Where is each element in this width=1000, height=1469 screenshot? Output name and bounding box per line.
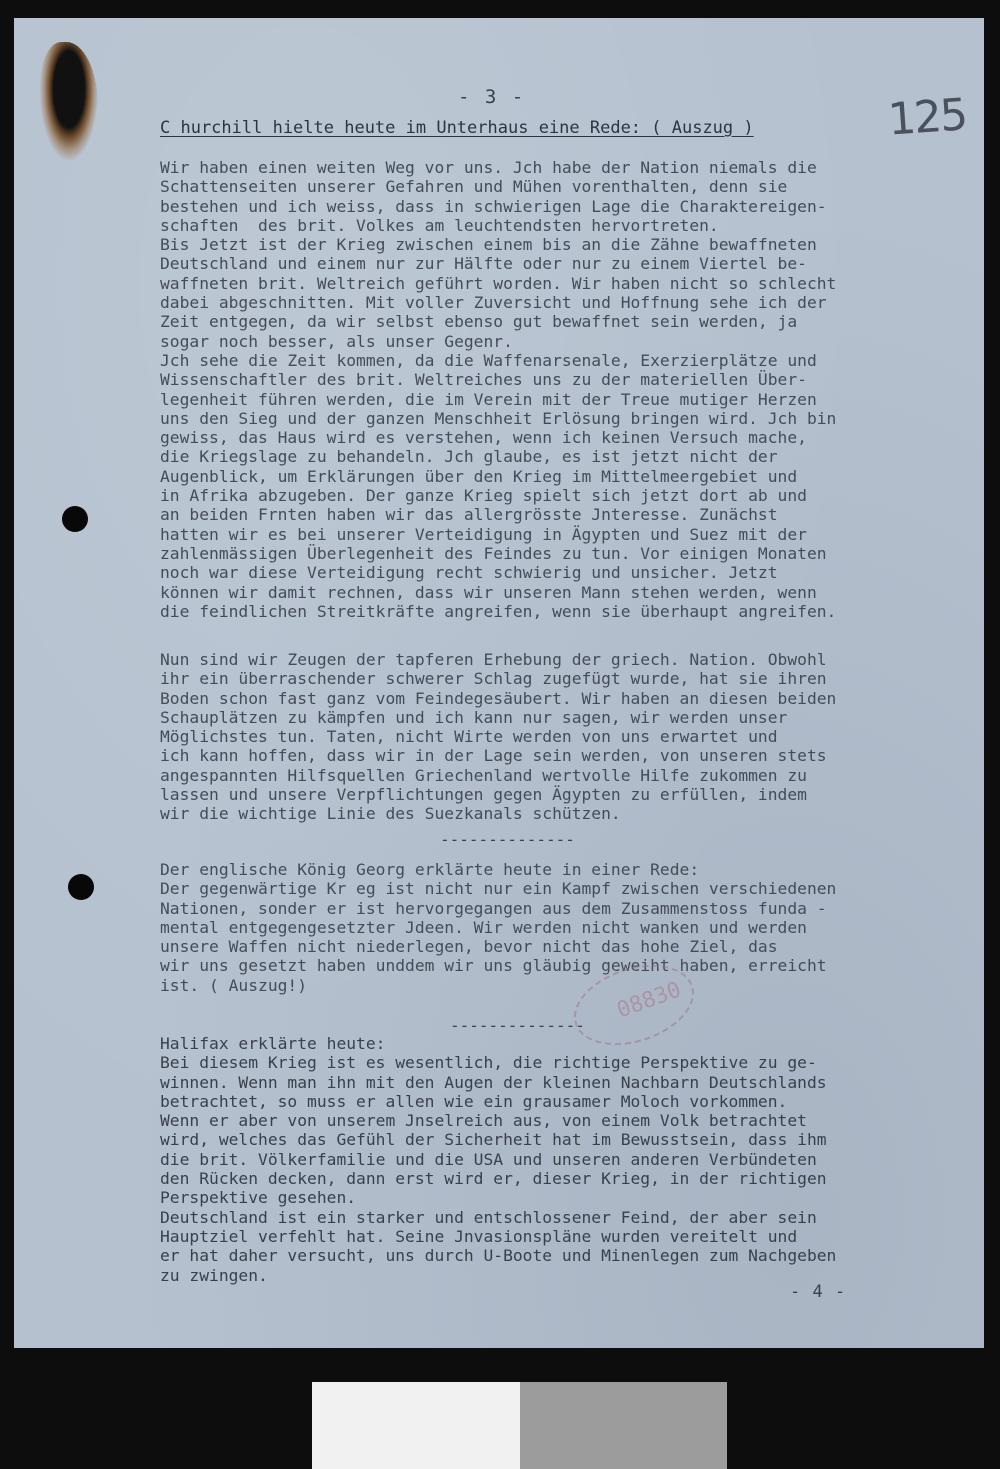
text-line: Perspektive gesehen. (160, 1188, 357, 1208)
text-line: Schauplätzen zu kämpfen und ich kann nur sagen, wir werden unser (160, 707, 788, 727)
text-line: Schattenseiten unserer Gefahren und Mühen vorenthalten, denn sie (160, 177, 788, 197)
text-line: Wenn er aber von unserem Jnselreich aus, von einem Volk betrachtet (160, 1111, 807, 1131)
text-line: winnen. Wenn man ihn mit den Augen der kleinen Nachbarn Deutschlands (160, 1072, 827, 1092)
text-line: Zeit entgegen, da wir selbst ebenso gut bewaffnet sein werden, ja (160, 312, 798, 332)
text-line: wir die wichtige Linie des Suezkanals schützen. (160, 804, 621, 824)
text-line: bestehen und ich weiss, dass in schwierigen Lage die Charaktereigen- (160, 196, 827, 216)
text-line: Der englische König Georg erklärte heute in einer Rede: (160, 860, 700, 879)
calibration-card-white (312, 1382, 520, 1469)
text-line: Nationen, sonder er ist hervorgegangen aus dem Zusammenstoss funda - (160, 898, 827, 918)
speech-title: C hurchill hielte heute im Unterhaus eine Rede: ( Auszug ) (160, 118, 754, 138)
paragraph-king-georg (160, 860, 836, 995)
text-line: betrachtet, so muss er allen wie ein grausamer Moloch vorkommen. (160, 1091, 788, 1111)
text-line: Bis Jetzt ist der Krieg zwischen einem bis an die Zähne bewaffneten (160, 235, 817, 255)
text-line: Wissenschaftler des brit. Weltreiches uns zu der materiellen Über- (160, 370, 807, 390)
text-line: schaften des brit. Volkes am leuchtendsten hervortreten. (160, 215, 719, 235)
text-line: wir uns gesetzt haben unddem wir uns gläubig geweiht haben, erreicht (160, 956, 827, 976)
text-line: Halifax erklärte heute: (160, 1034, 386, 1053)
text-line: zu zwingen. (160, 1265, 268, 1285)
text-line: Deutschland und einem nur zur Hälfte oder nur zu einem Viertel be- (160, 254, 807, 274)
text-line: Nun sind wir Zeugen der tapferen Erhebung der griech. Nation. Obwohl (160, 650, 827, 669)
text-line: an beiden Frnten haben wir das allergrösste Jnteresse. Zunächst (160, 505, 778, 525)
text-line: Boden schon fast ganz vom Feindegesäubert. Wir haben an diesen beiden (160, 688, 837, 708)
handwritten-page-number: 125 (886, 89, 968, 146)
next-page-marker: - 4 - (790, 1282, 847, 1302)
text-line: waffneten brit. Weltreich geführt worden. Wir haben nicht so schlecht (160, 273, 837, 293)
paragraph-greece (160, 650, 836, 824)
text-line: wird, welches das Gefühl der Sicherheit hat im Bewusstsein, dass ihm (160, 1130, 827, 1150)
text-line: Der gegenwärtige Kr eg ist nicht nur ein Kampf zwischen verschiedenen (160, 879, 837, 899)
text-line: Möglichstes tun. Taten, nicht Wirte werden von uns erwartet und (160, 727, 778, 747)
page-number: - 3 - (458, 86, 526, 108)
text-line: können wir damit rechnen, dass wir unseren Mann stehen werden, wenn (160, 582, 817, 602)
text-line: er hat daher versucht, uns durch U-Boote und Minenlegen zum Nachgeben (160, 1246, 837, 1266)
text-line: unsere Waffen nicht niederlegen, bevor nicht das hohe Ziel, das (160, 937, 778, 957)
text-line: die brit. Völkerfamilie und die USA und unseren anderen Verbündeten (160, 1149, 817, 1169)
punch-hole (62, 506, 88, 532)
text-line: hatten wir es bei unserer Verteidigung in Ägypten und Suez mit der (160, 524, 807, 544)
text-line: Jch sehe die Zeit kommen, da die Waffenarsenale, Exerzierplätze und (160, 350, 817, 370)
punch-hole (68, 874, 94, 900)
text-line: den Rücken decken, dann erst wird er, dieser Krieg, in der richtigen (160, 1169, 827, 1189)
text-line: ich kann hoffen, dass wir in der Lage sein werden, von unseren stets (160, 746, 827, 766)
text-line: gewiss, das Haus wird es verstehen, wenn ich keinen Versuch mache, (160, 428, 807, 448)
text-line: die Kriegslage zu behandeln. Jch glaube, es ist jetzt nicht der (160, 447, 778, 467)
text-line: Hauptziel verfehlt hat. Seine Jnvasionspläne wurden vereitelt und (160, 1226, 798, 1246)
text-line: sogar noch besser, als unser Gegenr. (160, 331, 513, 351)
text-line: Wir haben einen weiten Weg vor uns. Jch habe der Nation niemals die (160, 158, 817, 177)
paragraph-halifax (160, 1034, 836, 1285)
separator-line: -------------- (450, 1016, 585, 1035)
text-line: Bei diesem Krieg ist es wesentlich, die richtige Perspektive zu ge- (160, 1053, 817, 1073)
text-line: uns den Sieg und der ganzen Menschheit Erlösung bringen wird. Jch bin (160, 408, 837, 428)
text-line: lassen und unsere Verpflichtungen gegen Ägypten zu erfüllen, indem (160, 785, 807, 805)
text-line: mental entgegengesetzter Jdeen. Wir werden nicht wanken und werden (160, 917, 807, 937)
text-line: legenheit führen werden, die im Verein mit der Treue mutiger Herzen (160, 389, 817, 409)
text-line: noch war diese Verteidigung recht schwierig und unsicher. Jetzt (160, 563, 778, 583)
text-line: Augenblick, um Erklärungen über den Krieg im Mittelmeergebiet und (160, 466, 798, 486)
text-line: angespannten Hilfsquellen Griechenland wertvolle Hilfe zukommen zu (160, 765, 807, 785)
text-line: ihr ein überraschender schwerer Schlag zugefügt wurde, hat sie ihren (160, 669, 827, 689)
text-line: dabei abgeschnitten. Mit voller Zuversicht und Hoffnung sehe ich der (160, 293, 827, 313)
paragraph-churchill (160, 158, 836, 621)
stamp-number: 08830 (613, 977, 685, 1024)
text-line: zahlenmässigen Überlegenheit des Feindes zu tun. Vor einigen Monaten (160, 543, 827, 563)
text-line: ist. ( Auszug!) (160, 975, 308, 995)
text-line: Deutschland ist ein starker und entschlossener Feind, der aber sein (160, 1207, 817, 1227)
text-line: die feindlichen Streitkräfte angreifen, wenn sie überhaupt angreifen. (160, 601, 837, 621)
separator-line: -------------- (440, 830, 575, 849)
text-line: in Afrika abzugeben. Der ganze Krieg spielt sich jetzt dort ab und (160, 486, 807, 506)
calibration-card-grey (520, 1382, 727, 1469)
